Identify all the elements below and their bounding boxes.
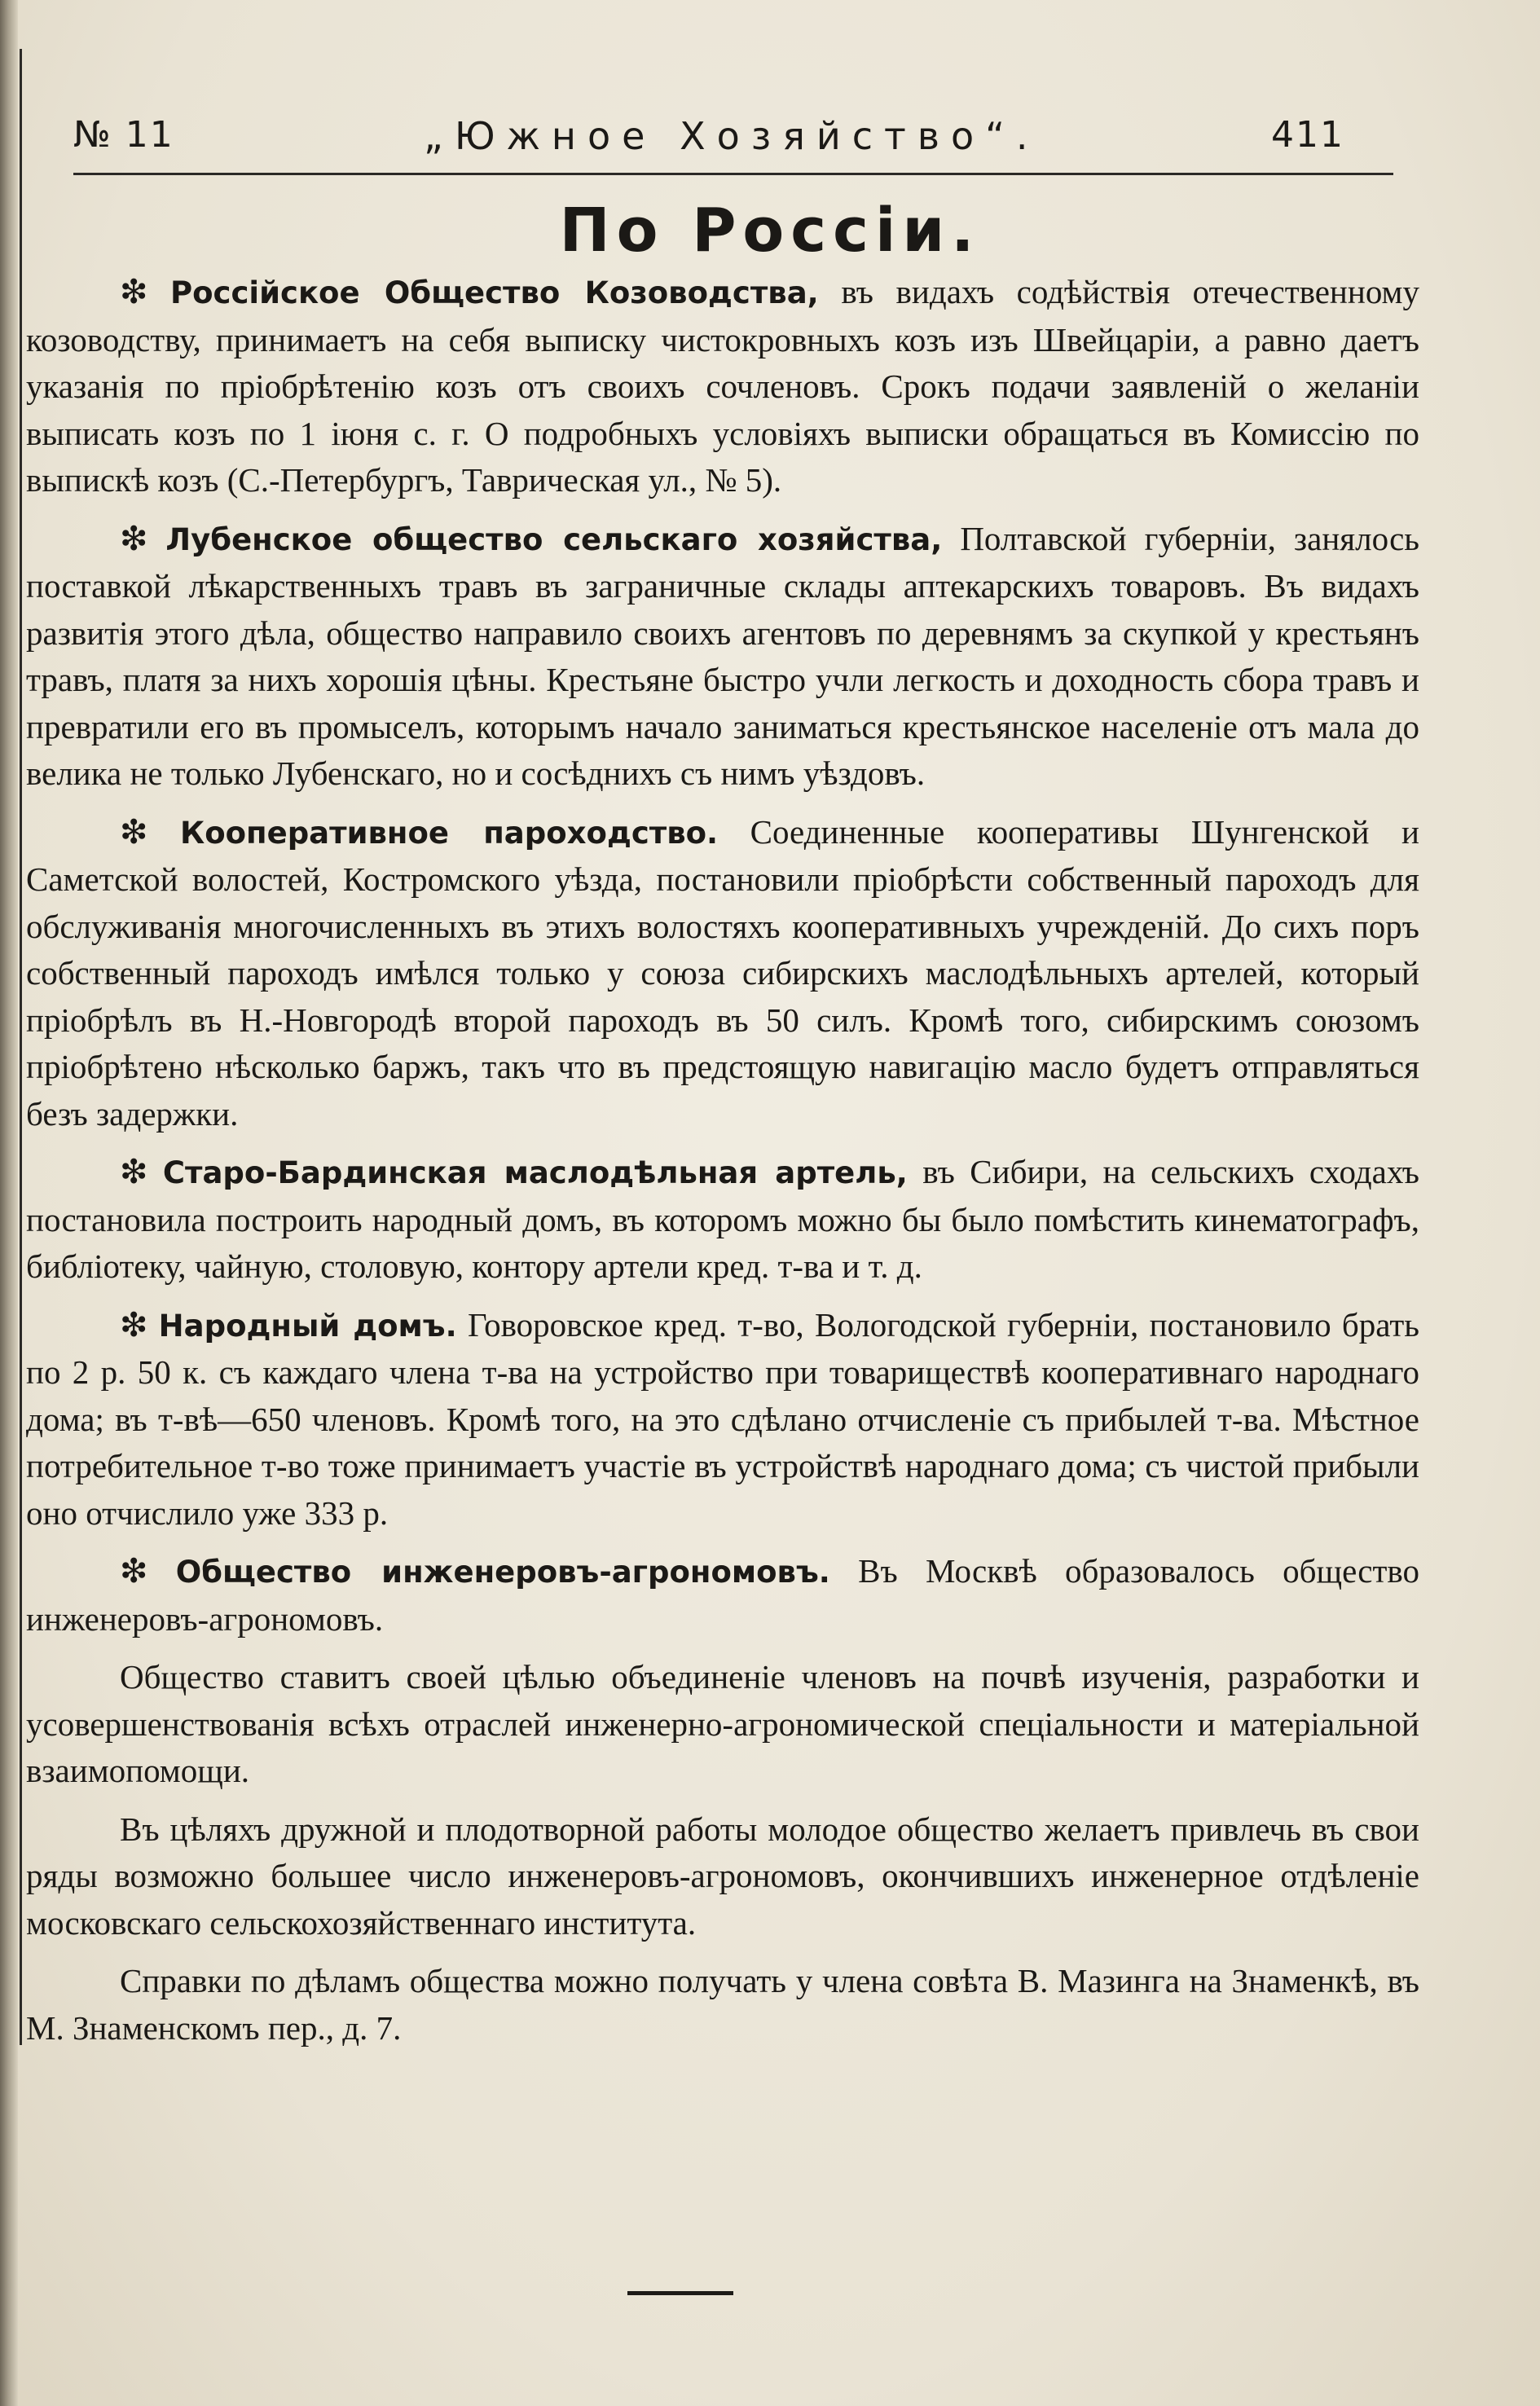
- article-text: Полтавской губерніи, занялось поставкой лѣкарственныхъ травъ въ заграничные склады аптекарскихъ товаровъ. Въ видахъ развитія этого дѣла, общество направило своихъ агентовъ по деревнямъ за скупкой у крестьянъ травъ, платя за нихъ хорошія цѣны. Крестьяне быстро учли легкость и доходность сбора травъ и превратили его въ промыселъ, которымъ начало заниматься крестьянское населеніе отъ мала до велика не только Лубенскаго, но и сосѣднихъ съ нимъ уѣздовъ.: [26, 519, 1419, 792]
- star-icon: ❇: [120, 1552, 148, 1590]
- article-lead: Лубенское общество сельскаго хозяйства,: [165, 521, 943, 557]
- star-icon: ❇: [120, 519, 148, 557]
- section-title: По Россіи.: [559, 196, 981, 266]
- article-text: Говоровское кред. т-во, Вологодской губерніи, постановило брать по 2 р. 50 к. съ каждаго члена т-ва на устройство при товариществѣ кооперативнаго народнаго дома; въ т-вѣ—650 членовъ. Кромѣ того, на это сдѣлано отчисленіе съ прибылей т-ва. Мѣстное потребительное т-во тоже принимаетъ участіе въ устройствѣ народнаго дома; съ чистой прибыли оно отчислило уже 333 р.: [26, 1305, 1419, 1532]
- binding-line: [20, 49, 22, 2045]
- article-paragraph: [26, 1548, 1419, 1643]
- article-lead: Общество инженеровъ-агрономовъ.: [175, 1555, 830, 1590]
- page-number: 411: [1271, 114, 1344, 156]
- article-lead: Кооперативное пароходство.: [179, 815, 719, 851]
- star-icon: ❇: [120, 1305, 148, 1344]
- body-paragraph: Справки по дѣламъ общества можно получать у члена совѣта В. Мазинга на Знаменкѣ, въ М. Знаменскомъ пер., д. 7.: [26, 1962, 1419, 2047]
- article-paragraph: [26, 269, 1419, 504]
- body-paragraph: Общество ставитъ своей цѣлью объединеніе членовъ на почвѣ изученія, разработки и усовершенствованія всѣхъ отраслей инженерно-агрономической спеціальности и матеріальной взаимопомощи.: [26, 1658, 1419, 1789]
- issue-number: № 11: [73, 114, 174, 156]
- article-column: [26, 269, 1419, 2063]
- article-lead: Народный домъ.: [158, 1308, 457, 1344]
- article-text: въ видахъ содѣйствія отечественному козоводству, принимаетъ на себя выписку чистокровныхъ козъ изъ Швейцаріи, а равно даетъ указанія по пріобрѣтенію козъ отъ своихъ сочленовъ. Срокъ подачи заявленій о желаніи выписать козъ по 1 іюня с. г. О подробныхъ условіяхъ выписки обращаться въ Комиссію по выпискѣ козъ (С.-Петербургъ, Таврическая ул., № 5).: [26, 273, 1419, 499]
- page-binding-edge: [0, 0, 18, 2406]
- article-paragraph: [26, 1149, 1419, 1291]
- star-icon: ❇: [120, 1153, 148, 1190]
- article-text: въ Сибири, на сельскихъ сходахъ постановила построить народный домъ, въ которомъ можно бы было помѣстить кинематографъ, библіотеку, чайную, столовую, контору артели кред. т-ва и т. д.: [26, 1153, 1420, 1285]
- star-icon: ❇: [120, 273, 148, 310]
- article-text: Въ Москвѣ образовалось общество инженеровъ-агрономовъ.: [26, 1552, 1420, 1638]
- running-header: [73, 114, 1344, 171]
- article-paragraph: [26, 809, 1419, 1138]
- article-lead: Россійское Общество Козоводства,: [170, 275, 819, 310]
- article-paragraph: [26, 1302, 1419, 1537]
- journal-title: „Южное Хозяйство“.: [424, 114, 1040, 158]
- article-lead: Старо-Бардинская маслодѣльная артель,: [162, 1155, 908, 1190]
- star-icon: ❇: [120, 812, 148, 851]
- header-rule: [73, 173, 1393, 175]
- body-paragraph: Въ цѣляхъ дружной и плодотворной работы молодое общество желаетъ привлечь въ свои ряды возможно большее число инженеровъ-агрономовъ, окончившихъ инженерное отдѣленіе московскаго сельскохозяйственнаго института.: [26, 1810, 1419, 1942]
- end-rule: [627, 2291, 733, 2295]
- article-text: Соединенные кооперативы Шунгенской и Саметской волостей, Костромского уѣзда, постановили пріобрѣсти собственный пароходъ для обслуживанія многочисленныхъ въ этихъ волостяхъ кооперативныхъ учрежденій. До сихъ поръ собственный пароходъ имѣлся только у союза сибирскихъ маслодѣльныхъ артелей, который пріобрѣлъ въ Н.-Новгородѣ второй пароходъ въ 50 силъ. Кромѣ того, сибирскимъ союзомъ пріобрѣтено нѣсколько баржъ, такъ что въ предстоящую навигацію масло будетъ отправляться безъ задержки.: [26, 812, 1420, 1133]
- article-paragraph: [26, 516, 1419, 798]
